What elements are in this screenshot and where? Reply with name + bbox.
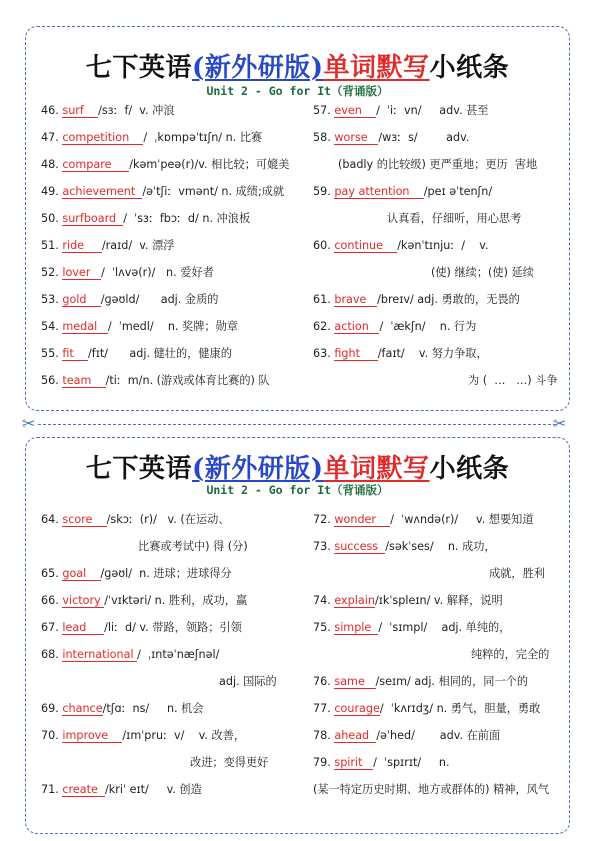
english-word: spirit xyxy=(334,757,373,770)
word-entry xyxy=(41,374,270,388)
english-word: explain xyxy=(334,594,375,607)
phonetic-and-meaning: /ɪmˈpruː v/ v. 改善， xyxy=(122,729,246,742)
blank-underline xyxy=(86,621,104,634)
word-entry xyxy=(313,131,469,145)
blank-underline xyxy=(366,293,377,306)
english-word: surf xyxy=(62,105,98,118)
phonetic-and-meaning: / ˈækʃn/ n. 行为 xyxy=(379,320,477,333)
phonetic-and-meaning: /kriˈ eɪt/ v. 创造 xyxy=(105,783,202,796)
entry-number: 70. xyxy=(41,729,63,742)
entry-number: 77. xyxy=(313,702,335,715)
entry-number: 73. xyxy=(313,540,335,553)
entry-continuation xyxy=(468,374,558,388)
word-entry xyxy=(41,567,232,581)
phonetic-and-meaning: /wɜː s/ adv. xyxy=(378,131,470,144)
blank-underline xyxy=(111,158,129,171)
title-suffix: 小纸条 xyxy=(429,53,510,83)
word-entry xyxy=(41,594,247,608)
phonetic-and-meaning: / ˈwʌndə(r)/ v. 想要知道 xyxy=(390,513,534,526)
blank-underline xyxy=(376,513,390,526)
phonetic-and-meaning: /peɪ əˈtenʃn/ xyxy=(423,185,493,198)
phonetic-and-meaning: /tʃɑː ns/ n. 机会 xyxy=(102,702,204,715)
word-entry xyxy=(41,347,232,361)
entry-number: 78. xyxy=(313,729,335,742)
phonetic-and-meaning: / ˈlʌvə(r)/ n. 爱好者 xyxy=(101,266,214,279)
blank-underline xyxy=(86,567,100,580)
phonetic-and-meaning: /faɪt/ v. 努力争取， xyxy=(377,347,488,360)
blank-underline xyxy=(90,266,101,279)
english-word: ride xyxy=(62,240,101,253)
english-word: ahead xyxy=(334,730,376,743)
scissors-icon: ✂ xyxy=(22,414,36,433)
english-word: same xyxy=(334,676,375,689)
word-entry xyxy=(313,347,488,361)
word-entry xyxy=(313,239,489,253)
english-word: even xyxy=(334,105,376,118)
card-subtitle: Unit 2 - Go for It（背诵版） xyxy=(206,84,389,98)
english-word: compare xyxy=(62,159,129,172)
entry-number: 60. xyxy=(313,239,335,252)
entry-continuation xyxy=(431,266,534,280)
entry-number: 50. xyxy=(41,212,63,225)
word-entry xyxy=(41,783,202,797)
meaning-continued: 认真看，仔细听，用心思考 xyxy=(387,212,522,225)
card-subtitle: Unit 2 - Go for It（背诵版） xyxy=(206,483,389,497)
word-entry xyxy=(41,702,204,716)
english-word: worse xyxy=(334,132,378,145)
entry-continuation xyxy=(387,212,521,226)
english-word: courage xyxy=(334,702,380,715)
word-entry xyxy=(313,702,540,716)
phonetic-and-meaning: /kəmˈpeə(r)/v. 相比较；可媲美 xyxy=(129,158,290,171)
phonetic-and-meaning: /skɔː (r)/ v. (在运动、 xyxy=(106,513,230,526)
blank-underline xyxy=(360,347,378,360)
english-word: score xyxy=(62,514,106,527)
entry-number: 71. xyxy=(41,783,63,796)
blank-underline xyxy=(87,293,101,306)
word-entry xyxy=(313,675,528,689)
blank-underline xyxy=(383,239,397,252)
entry-number: 63. xyxy=(313,347,335,360)
english-word: wonder xyxy=(334,514,390,527)
english-word: create xyxy=(62,784,105,797)
blank-underline xyxy=(365,675,376,688)
word-entry xyxy=(313,293,520,307)
phonetic-and-meaning: / ˈkʌrɪdʒ/ n. 勇气，胆量，勇敢 xyxy=(379,702,541,715)
phonetic-and-meaning: /ɡəʊld/ adj. 金质的 xyxy=(100,293,219,306)
english-word: success xyxy=(334,541,385,554)
entry-continuation xyxy=(489,567,545,581)
english-word: surfboard xyxy=(62,213,123,226)
phonetic-and-meaning: /breɪv/ adj. 勇敢的，无畏的 xyxy=(377,293,520,306)
meaning-continued: adj. 国际的 xyxy=(219,675,277,688)
phonetic-and-meaning: /raɪd/ v. 漂浮 xyxy=(101,239,175,252)
title-prefix: 七下英语 xyxy=(85,454,192,484)
entry-number: 75. xyxy=(313,621,335,634)
meaning-continued: (某一特定历史时期、地方或群体的) 精神，风气 xyxy=(313,783,550,796)
entry-number: 62. xyxy=(313,320,335,333)
title-edition: (新外研版) xyxy=(191,53,324,83)
word-entry xyxy=(41,513,230,527)
entry-number: 53. xyxy=(41,293,63,306)
title-edition: (新外研版) xyxy=(191,454,324,484)
title-topic: 单词默写 xyxy=(323,53,430,83)
title-topic: 单词默写 xyxy=(323,454,430,484)
entry-continuation xyxy=(471,648,549,662)
phonetic-and-meaning: /əˈhed/ adv. 在前面 xyxy=(376,729,501,742)
phonetic-and-meaning: /liː d/ v. 带路，领路；引领 xyxy=(104,621,242,634)
word-entry xyxy=(41,266,214,280)
entry-number: 55. xyxy=(41,347,63,360)
entry-number: 56. xyxy=(41,374,63,387)
phonetic-and-meaning: / ˌkɒmpəˈtɪʃn/ n. 比赛 xyxy=(143,131,263,144)
scissors-icon: ✂ xyxy=(553,414,567,433)
word-entry xyxy=(41,239,174,253)
cut-line xyxy=(38,424,556,425)
meaning-continued: 成就，胜利 xyxy=(489,567,545,580)
word-entry xyxy=(41,648,219,662)
word-entry xyxy=(313,104,488,118)
word-entry xyxy=(41,185,284,199)
vocab-card xyxy=(25,26,570,411)
english-word: pay attention xyxy=(334,186,423,199)
phonetic-and-meaning: /kənˈtɪnjuː / v. xyxy=(397,239,489,252)
phonetic-and-meaning: / ˈiː vn/ adv. 甚至 xyxy=(376,104,489,117)
entry-number: 49. xyxy=(41,185,63,198)
entry-number: 72. xyxy=(313,513,335,526)
phonetic-and-meaning: /əˈtʃiː vmənt/ n. 成绩;成就 xyxy=(142,185,285,198)
blank-underline xyxy=(362,104,376,117)
meaning-continued: (使) 继续；(使) 延续 xyxy=(431,266,534,279)
phonetic-and-meaning: / ˈspɪrɪt/ n. xyxy=(373,756,450,769)
entry-number: 52. xyxy=(41,266,63,279)
word-entry xyxy=(41,293,218,307)
phonetic-and-meaning: / ˌɪntəˈnæʃnəl/ xyxy=(137,648,220,661)
english-word: action xyxy=(334,321,379,334)
meaning-continued: (badly 的比较级) 更严重地；更历 害地 xyxy=(338,158,538,171)
word-entry xyxy=(41,212,250,226)
entry-number: 58. xyxy=(313,131,335,144)
entry-number: 47. xyxy=(41,131,63,144)
english-word: competition xyxy=(62,132,143,145)
entry-continuation xyxy=(338,158,537,172)
english-word: simple xyxy=(334,622,378,635)
word-entry xyxy=(313,185,492,199)
phonetic-and-meaning: / ˈsɪmpl/ adj. 单纯的， xyxy=(378,621,511,634)
english-word: brave xyxy=(334,294,377,307)
entry-number: 65. xyxy=(41,567,63,580)
word-entry xyxy=(41,104,175,118)
blank-underline xyxy=(410,185,424,198)
word-entry xyxy=(313,540,496,554)
entry-number: 46. xyxy=(41,104,63,117)
phonetic-and-meaning: /ɡəʊl/ n. 进球；进球得分 xyxy=(100,567,232,580)
english-word: chance xyxy=(62,702,103,715)
blank-underline xyxy=(97,320,108,333)
english-word: fit xyxy=(62,348,88,361)
entry-number: 61. xyxy=(313,293,335,306)
blank-underline xyxy=(84,104,98,117)
meaning-continued: 为 ( … …) 斗争 xyxy=(468,374,558,387)
phonetic-and-meaning: /ɪkˈspleɪn/ v. 解释，说明 xyxy=(374,594,503,607)
phonetic-and-meaning: /tiː m/n. (游戏或体育比赛的) 队 xyxy=(105,374,270,387)
card-title xyxy=(26,47,569,84)
word-entry xyxy=(313,729,500,743)
word-entry xyxy=(41,621,242,635)
entry-continuation xyxy=(313,783,549,797)
english-word: achievement xyxy=(62,186,142,199)
word-entry xyxy=(41,158,289,172)
blank-underline xyxy=(91,374,105,387)
meaning-continued: 改进；变得更好 xyxy=(190,756,269,769)
entry-number: 69. xyxy=(41,702,63,715)
word-entry xyxy=(41,729,245,743)
blank-underline xyxy=(129,131,143,144)
entry-continuation xyxy=(138,540,248,554)
entry-number: 51. xyxy=(41,239,63,252)
phonetic-and-meaning: / ˈmedl/ n. 奖牌；勋章 xyxy=(107,320,238,333)
word-entry xyxy=(313,320,476,334)
meaning-continued: 纯粹的，完全的 xyxy=(471,648,550,661)
english-word: international xyxy=(62,649,137,662)
english-word: fight xyxy=(334,348,377,361)
english-word: lover xyxy=(62,267,101,280)
entry-number: 57. xyxy=(313,104,335,117)
english-word: team xyxy=(62,375,105,388)
entry-number: 74. xyxy=(313,594,335,607)
phonetic-and-meaning: /səkˈses/ n. 成功， xyxy=(385,540,496,553)
phonetic-and-meaning: / ˈsɜː fbɔː d/ n. 冲浪板 xyxy=(123,212,251,225)
blank-underline xyxy=(363,756,374,769)
phonetic-and-meaning: /seɪm/ adj. 相同的，同一个的 xyxy=(375,675,529,688)
phonetic-and-meaning: /ˈvɪktəri/ n. 胜利，成功，赢 xyxy=(104,594,248,607)
english-word: continue xyxy=(334,240,397,253)
card-title xyxy=(26,448,569,485)
entry-number: 76. xyxy=(313,675,335,688)
word-entry xyxy=(41,131,262,145)
entry-number: 64. xyxy=(41,513,63,526)
word-entry xyxy=(313,513,534,527)
english-word: gold xyxy=(62,294,100,307)
blank-underline xyxy=(368,131,379,144)
blank-underline xyxy=(98,783,105,796)
english-word: improve xyxy=(62,730,122,743)
meaning-continued: 比赛或考试中) 得 (分) xyxy=(138,540,248,553)
blank-underline xyxy=(74,347,88,360)
phonetic-and-meaning: /sɜː f/ v. 冲浪 xyxy=(98,104,175,117)
blank-underline xyxy=(369,320,380,333)
blank-underline xyxy=(84,239,102,252)
phonetic-and-meaning: /fɪt/ adj. 健壮的，健康的 xyxy=(88,347,232,360)
english-word: medal xyxy=(62,321,108,334)
entry-number: 54. xyxy=(41,320,63,333)
blank-underline xyxy=(92,513,106,526)
word-entry xyxy=(313,621,510,635)
entry-continuation xyxy=(190,756,268,770)
entry-number: 79. xyxy=(313,756,335,769)
blank-underline xyxy=(108,729,122,742)
title-prefix: 七下英语 xyxy=(85,53,192,83)
english-word: goal xyxy=(62,568,100,581)
word-entry xyxy=(313,756,450,770)
entry-continuation xyxy=(219,675,277,689)
english-word: lead xyxy=(62,622,104,635)
entry-number: 66. xyxy=(41,594,63,607)
word-entry xyxy=(41,320,238,334)
vocab-card xyxy=(25,437,570,834)
entry-number: 48. xyxy=(41,158,63,171)
entry-number: 67. xyxy=(41,621,63,634)
word-entry xyxy=(313,594,503,608)
title-suffix: 小纸条 xyxy=(429,454,510,484)
entry-number: 68. xyxy=(41,648,63,661)
entry-number: 59. xyxy=(313,185,335,198)
english-word: victory xyxy=(62,595,104,608)
